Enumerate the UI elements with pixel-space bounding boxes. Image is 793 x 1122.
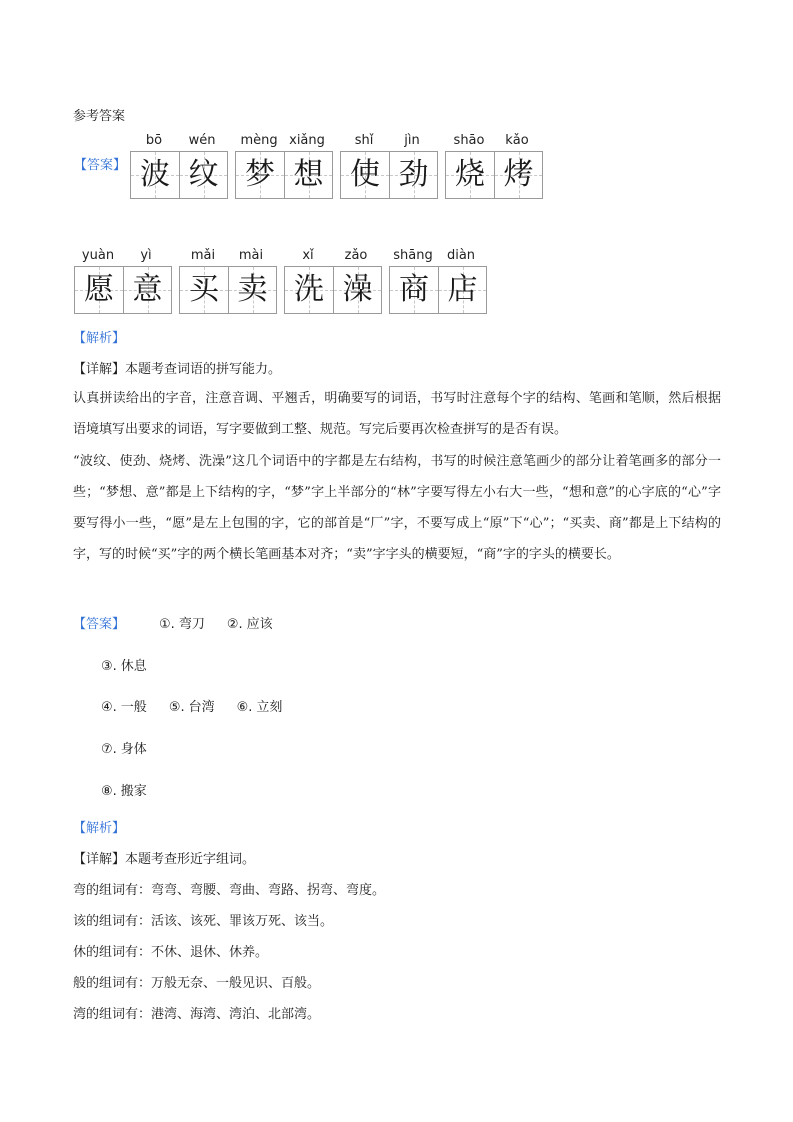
answer-option [169,696,215,715]
writing-box [180,267,228,313]
writing-box [179,152,227,198]
writing-box [285,267,333,313]
detail-line [73,358,281,377]
writing-box [341,152,389,198]
word-group [179,248,277,314]
word-list-line: 休的组词有：不休、退休、休养。 [73,945,269,960]
pinyin: mèng [240,133,278,148]
answer-option [101,738,147,757]
detail-label: 【详解】 [73,362,126,377]
answer-option [101,655,147,674]
option-number: ③. [101,659,117,674]
pinyin: bō [145,133,163,148]
pinyin: mǎi [190,248,216,263]
option-number: ⑥. [236,700,253,715]
option-text: 一般 [120,700,147,715]
writing-box [333,267,381,313]
writing-box [123,267,171,313]
hanzi: 劲 [398,157,429,192]
pinyin: jìn [404,133,420,148]
hanzi: 商 [399,272,429,307]
word-row-1 [74,133,550,199]
detail-line [73,848,255,867]
pinyin: xiǎng [289,133,325,148]
answer-row [101,655,169,674]
hanzi: 澡 [342,272,373,307]
writing-box [389,152,437,198]
pinyin: diàn [446,248,476,263]
pinyin: shāng [393,248,433,263]
word-group [389,248,487,314]
writing-box [390,267,438,313]
analysis-label: 【解析】 [73,821,126,836]
answer-label: 【答案】 [74,158,127,173]
word-group [74,248,172,314]
answer-option [237,696,283,715]
writing-box [236,152,284,198]
answer-option [101,696,147,715]
writing-box [446,152,494,198]
word-list-line: 湾的组词有：港湾、海湾、湾泊、北部湾。 [73,1007,321,1022]
pinyin: kǎo [505,133,529,148]
hanzi: 波 [140,157,171,192]
word-group [235,133,333,199]
writing-box [438,267,486,313]
answer-row [101,696,304,715]
answer-row [101,780,169,799]
answer-row [73,613,295,632]
pinyin: mài [238,248,264,263]
option-number: ④. [101,700,117,715]
option-text: 休息 [120,659,147,674]
answer-label: 【答案】 [73,617,126,632]
option-text: 台湾 [188,700,215,715]
hanzi: 意 [132,272,163,307]
word-list-line: 弯的组词有：弯弯、弯腰、弯曲、弯路、拐弯、弯度。 [73,883,386,898]
pinyin: xǐ [302,248,314,263]
pinyin: shāo [453,133,485,148]
explanation-paragraph: “波纹、使劲、烧烤、洗澡”这几个词语中的字都是左右结构，书写的时候注意笔画少的部分让着笔画多的部分一些；“梦想、意”都是上下结构的字，“梦”字上半部分的“林”字要写得左小右大一些，“想和意”的心字底的“心”字要写得小一些，“愿”是左上包围的字，它的部首是“厂”字，不要写成上“原”下“心”；“买卖、商”都是上下结构的字，写的时候“买”字的两个横长笔画基本对齐；“卖”字字头的横要短，“商”字的字头的横要长。 [73,454,721,562]
hanzi: 洗 [294,272,324,307]
word-group [340,133,438,199]
explanation-paragraph: 认真拼读给出的字音，注意音调、平翘舌，明确要写的词语，书写时注意每个字的结构、笔画和笔顺，然后根据语境填写出要求的词语，写字要做到工整、规范。写完后要再次检查拼写的是否有误。 [73,391,721,437]
answer-option [159,613,205,632]
hanzi: 卖 [237,272,268,307]
detail-text: 本题考查形近字组词。 [125,852,256,867]
hanzi: 愿 [84,272,114,307]
writing-box [131,152,179,198]
hanzi: 梦 [245,157,276,192]
word-group [130,133,228,199]
pinyin: shǐ [354,133,374,148]
pinyin: wén [188,133,216,148]
word-group [445,133,543,199]
page-title: 参考答案 [73,109,126,124]
option-text: 身体 [120,742,147,757]
writing-box [284,152,332,198]
option-text: 应该 [246,617,273,632]
option-text: 搬家 [120,784,147,799]
word-row-2 [74,248,494,314]
option-number: ⑤. [168,700,185,715]
detail-text: 本题考查词语的拼写能力。 [125,362,282,377]
option-text: 立刻 [256,700,283,715]
detail-label: 【详解】 [73,852,126,867]
option-number: ⑦. [101,742,117,757]
hanzi: 店 [447,272,478,307]
hanzi: 纹 [188,157,219,192]
hanzi: 想 [293,157,324,192]
word-group [284,248,382,314]
pinyin: zǎo [344,248,368,263]
word-list-line: 该的组词有：活该、该死、罪该万死、该当。 [73,914,334,929]
hanzi: 买 [189,272,219,307]
answer-option [101,780,147,799]
option-text: 弯刀 [178,617,205,632]
option-number: ①. [159,617,175,632]
option-number: ⑧. [101,784,117,799]
option-number: ②. [226,617,243,632]
pinyin: yuàn [81,248,115,263]
writing-box [75,267,123,313]
hanzi: 烤 [503,157,534,192]
hanzi: 烧 [455,157,486,192]
analysis-label: 【解析】 [73,331,126,346]
pinyin: yì [140,248,152,263]
hanzi: 使 [350,157,381,192]
writing-box [228,267,276,313]
answer-option [227,613,273,632]
writing-box [494,152,542,198]
word-list-line: 般的组词有：万般无奈、一般见识、百般。 [73,976,321,991]
answer-row [101,738,169,757]
